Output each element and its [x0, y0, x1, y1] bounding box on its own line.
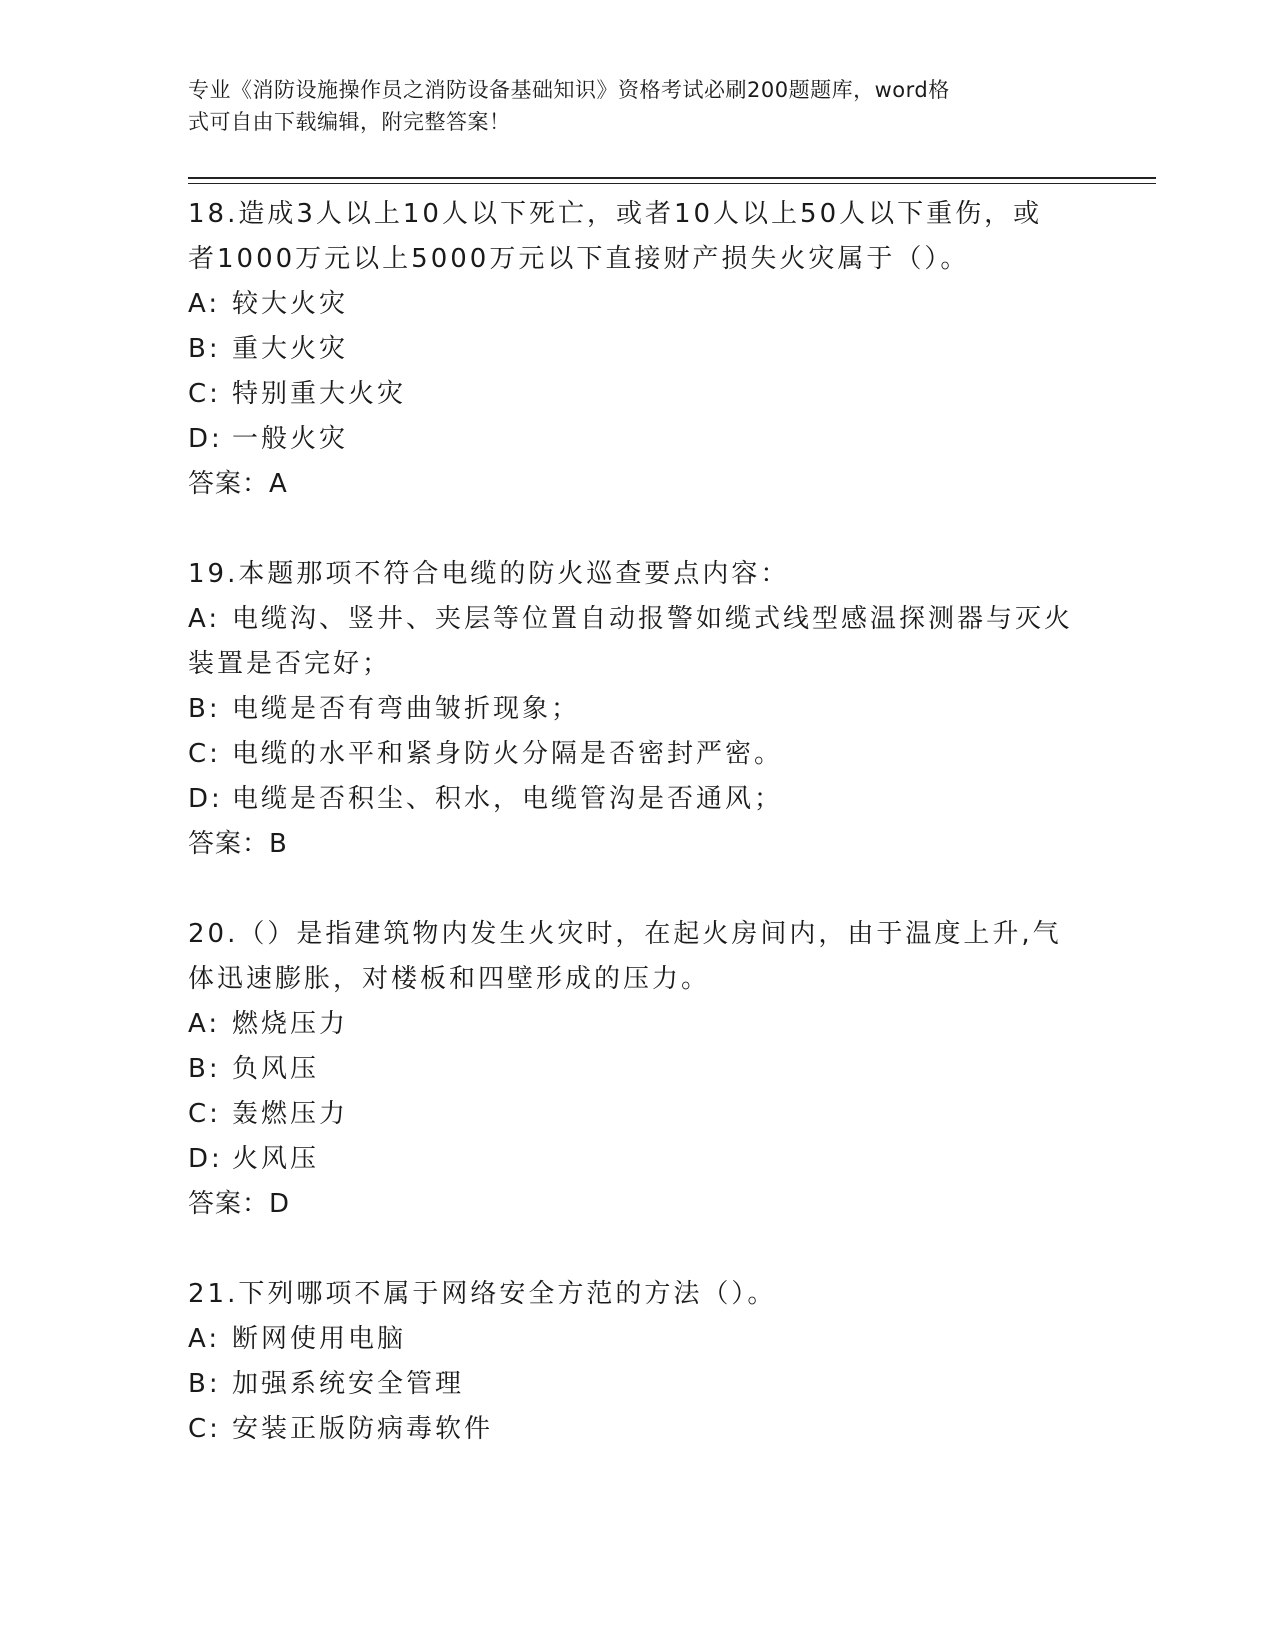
- option-c: [188, 1407, 1088, 1452]
- question-18: [188, 192, 1088, 507]
- option-a-continued: 装置是否完好；: [188, 649, 392, 679]
- option-key: A:: [188, 604, 221, 634]
- option-key: C:: [188, 739, 221, 769]
- option-key: B:: [188, 334, 221, 364]
- option-text: 一般火灾: [232, 424, 349, 454]
- option-key: A:: [188, 1009, 221, 1039]
- option-text: 重大火灾: [232, 334, 349, 364]
- option-text: 较大火灾: [232, 289, 349, 319]
- option-a: [188, 1002, 1088, 1047]
- spacer: [188, 1227, 1088, 1272]
- header-divider-thin: [188, 183, 1156, 184]
- title-line-1: 专业《消防设施操作员之消防设备基础知识》资格考试必刷200题题库，word格: [188, 78, 950, 102]
- answer-line: 答案：A: [188, 469, 288, 499]
- question-20: [188, 912, 1088, 1227]
- option-key: A:: [188, 289, 221, 319]
- question-list: [188, 192, 1088, 1452]
- option-c: [188, 372, 1088, 417]
- title-line-2: 式可自由下载编辑，附完整答案！: [188, 110, 511, 134]
- option-text: 安装正版防病毒软件: [232, 1414, 494, 1444]
- option-d: [188, 417, 1088, 462]
- option-a: [188, 1317, 1088, 1362]
- option-b: [188, 1047, 1088, 1092]
- option-text: 断网使用电脑: [232, 1324, 407, 1354]
- option-key: C:: [188, 1099, 221, 1129]
- option-b: [188, 1362, 1088, 1407]
- option-key: D:: [188, 424, 223, 454]
- option-text: 电缆是否积尘、积水，电缆管沟是否通风；: [232, 784, 784, 814]
- option-key: B:: [188, 1054, 221, 1084]
- option-d: [188, 1137, 1088, 1182]
- question-21: [188, 1272, 1088, 1452]
- option-b: [188, 687, 1088, 732]
- option-c: [188, 732, 1088, 777]
- question-stem: 21.下列哪项不属于网络安全方范的方法（）。: [188, 1279, 777, 1309]
- option-key: C:: [188, 1414, 221, 1444]
- option-key: B:: [188, 1369, 221, 1399]
- question-stem: 体迅速膨胀，对楼板和四壁形成的压力。: [188, 964, 711, 994]
- question-stem: 20.（）是指建筑物内发生火灾时，在起火房间内，由于温度上升,气: [188, 919, 1062, 949]
- spacer: [188, 507, 1088, 552]
- question-stem: 19.本题那项不符合电缆的防火巡查要点内容：: [188, 559, 790, 589]
- header-divider-thick: [188, 177, 1156, 179]
- question-stem: 者1000万元以上5000万元以下直接财产损失火灾属于（）。: [188, 244, 970, 274]
- option-c: [188, 1092, 1088, 1137]
- answer-line: 答案：B: [188, 829, 288, 859]
- option-d: [188, 777, 1088, 822]
- option-text: 特别重大火灾: [232, 379, 407, 409]
- option-text: 燃烧压力: [232, 1009, 349, 1039]
- option-text: 加强系统安全管理: [232, 1369, 465, 1399]
- option-key: D:: [188, 1144, 223, 1174]
- option-text: 电缆沟、竖井、夹层等位置自动报警如缆式线型感温探测器与灭火: [232, 604, 1074, 634]
- document-title: [188, 74, 1068, 138]
- question-19: [188, 552, 1088, 867]
- option-text: 轰燃压力: [232, 1099, 349, 1129]
- option-key: B:: [188, 694, 221, 724]
- option-text: 电缆的水平和紧身防火分隔是否密封严密。: [232, 739, 784, 769]
- spacer: [188, 867, 1088, 912]
- option-text: 电缆是否有弯曲皱折现象；: [232, 694, 581, 724]
- option-key: D:: [188, 784, 223, 814]
- option-key: C:: [188, 379, 221, 409]
- option-text: 火风压: [232, 1144, 320, 1174]
- option-a: [188, 597, 1088, 642]
- answer-line: 答案：D: [188, 1189, 291, 1219]
- question-stem: 18.造成3人以上10人以下死亡，或者10人以上50人以下重伤，或: [188, 199, 1043, 229]
- option-key: A:: [188, 1324, 221, 1354]
- option-b: [188, 327, 1088, 372]
- option-text: 负风压: [232, 1054, 320, 1084]
- option-a: [188, 282, 1088, 327]
